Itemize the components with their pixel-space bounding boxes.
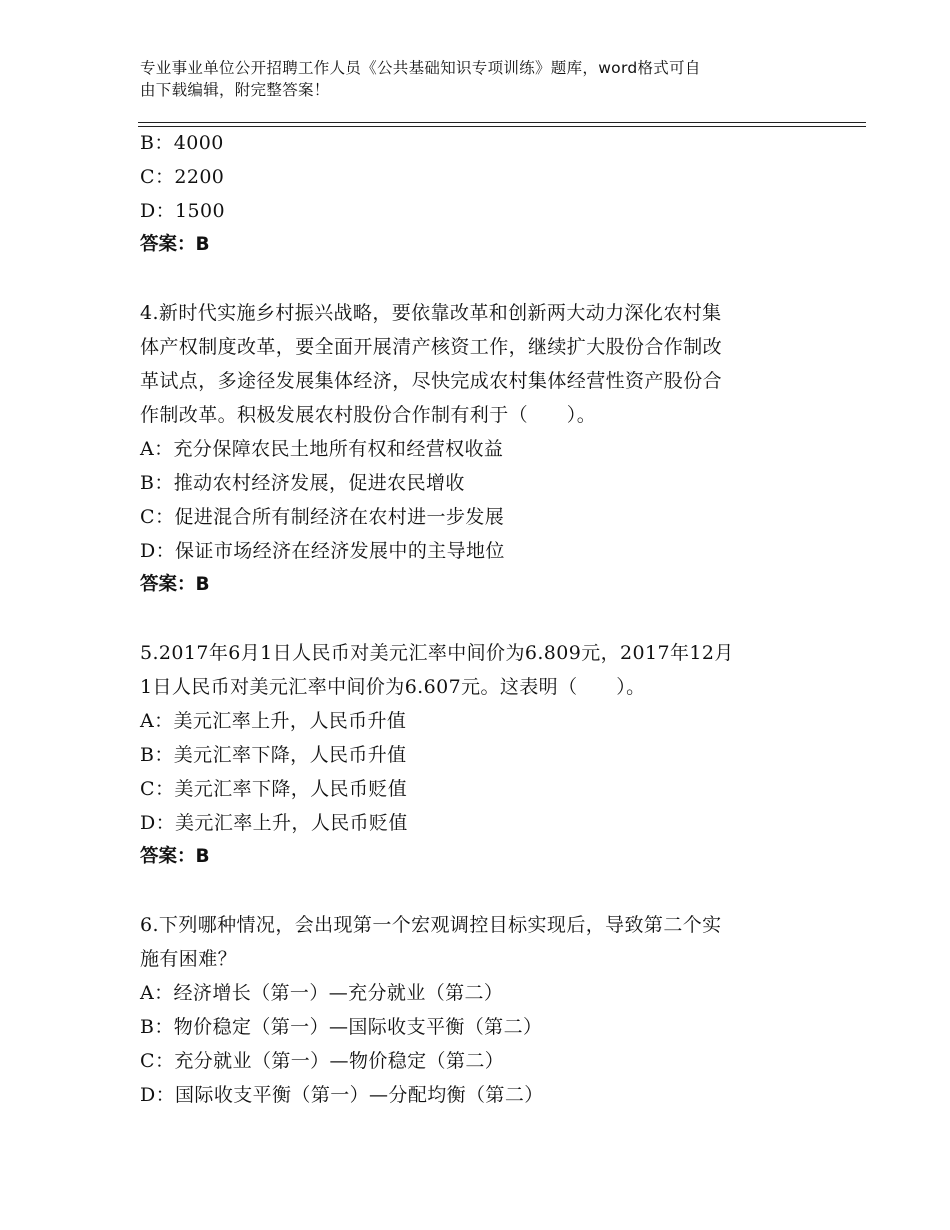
- question-content: [140, 126, 830, 1112]
- option-d: D：1500: [140, 200, 225, 222]
- page-header: [140, 57, 830, 101]
- question-4: [140, 296, 830, 602]
- answer-label: 答案：B: [140, 574, 210, 595]
- question-stem-line: 6.下列哪种情况，会出现第一个宏观调控目标实现后，导致第二个实: [140, 914, 722, 936]
- answer-label: 答案：B: [140, 846, 210, 867]
- option-a: A：经济增长（第一）—充分就业（第二）: [140, 982, 504, 1004]
- question-stem-line: 体产权制度改革，要全面开展清产核资工作，继续扩大股份合作制改: [140, 336, 723, 358]
- option-b: B：推动农村经济发展，促进农民增收: [140, 472, 465, 494]
- spacer: [140, 874, 830, 908]
- question-stem-line: 施有困难？: [140, 948, 238, 970]
- spacer: [140, 262, 830, 296]
- prev-question-block: [140, 126, 830, 262]
- option-b: B：美元汇率下降，人民币升值: [140, 744, 407, 766]
- option-b: B：物价稳定（第一）—国际收支平衡（第二）: [140, 1016, 543, 1038]
- option-d: D：保证市场经济在经济发展中的主导地位: [140, 540, 505, 562]
- option-c: C：2200: [140, 166, 225, 188]
- question-stem-line: 作制改革。积极发展农村股份合作制有利于（ ）。: [140, 404, 597, 426]
- header-title-line-2: 由下载编辑，附完整答案！: [140, 81, 330, 99]
- answer-label: 答案：B: [140, 234, 210, 255]
- header-title-line-1: 专业事业单位公开招聘工作人员《公共基础知识专项训练》题库，word格式可自: [140, 59, 701, 77]
- option-c: C：促进混合所有制经济在农村进一步发展: [140, 506, 505, 528]
- header-divider-top: [138, 122, 866, 123]
- option-d: D：国际收支平衡（第一）—分配均衡（第二）: [140, 1084, 544, 1106]
- question-stem-line: 5.2017年6月1日人民币对美元汇率中间价为6.809元，2017年12月: [140, 642, 734, 664]
- question-stem-line: 4.新时代实施乡村振兴战略，要依靠改革和创新两大动力深化农村集: [140, 302, 722, 324]
- spacer: [140, 602, 830, 636]
- option-c: C：充分就业（第一）—物价稳定（第二）: [140, 1050, 505, 1072]
- option-a: A：充分保障农民土地所有权和经营权收益: [140, 438, 504, 460]
- option-c: C：美元汇率下降，人民币贬值: [140, 778, 408, 800]
- question-stem-line: 革试点，多途径发展集体经济，尽快完成农村集体经营性资产股份合: [140, 370, 723, 392]
- option-a: A：美元汇率上升，人民币升值: [140, 710, 407, 732]
- question-5: [140, 636, 830, 874]
- option-d: D：美元汇率上升，人民币贬值: [140, 812, 408, 834]
- option-b: B：4000: [140, 132, 224, 154]
- question-6: [140, 908, 830, 1112]
- question-stem-line: 1日人民币对美元汇率中间价为6.607元。这表明（ ）。: [140, 676, 646, 698]
